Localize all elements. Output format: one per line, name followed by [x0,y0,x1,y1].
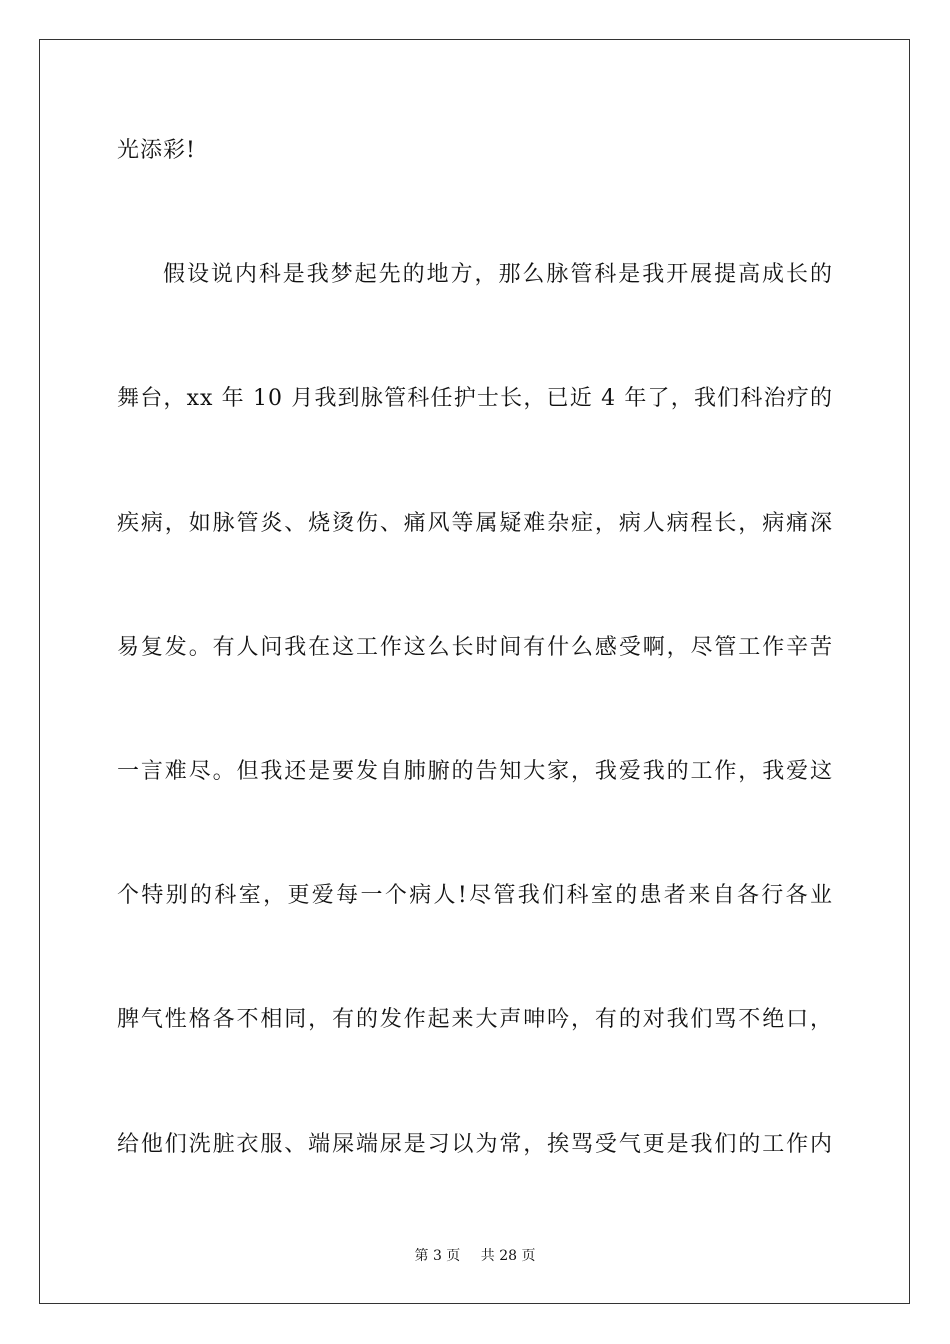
text-line-7: 个特别的科室，更爱每一个病人!尽管我们科室的患者来自各行各业 [117,883,833,908]
text-line-4: 疾病，如脉管炎、烧烫伤、痛风等属疑难杂症，病人病程长，病痛深 [117,511,833,536]
text-line-3: 舞台，xx 年 10 月我到脉管科任护士长，已近 4 年了，我们科治疗的 [117,386,833,411]
text-line-8: 脾气性格各不相同，有的发作起来大声呻吟，有的对我们骂不绝口， [117,1007,833,1032]
text-line-9: 给他们洗脏衣服、端屎端尿是习以为常，挨骂受气更是我们的工作内 [117,1132,833,1157]
page-border [39,39,910,1304]
text-line-5: 易复发。有人问我在这工作这么长时间有什么感受啊，尽管工作辛苦 [117,635,833,660]
text-line-6: 一言难尽。但我还是要发自肺腑的告知大家，我爱我的工作，我爱这 [117,759,833,784]
text-line-1: 光添彩! [117,138,196,163]
page-number-total: 共 28 页 [480,1248,536,1264]
page-number-current: 第 3 页 [414,1248,461,1264]
text-line-2: 假设说内科是我梦起先的地方，那么脉管科是我开展提高成长的 [163,262,833,287]
page-footer [0,1247,950,1265]
